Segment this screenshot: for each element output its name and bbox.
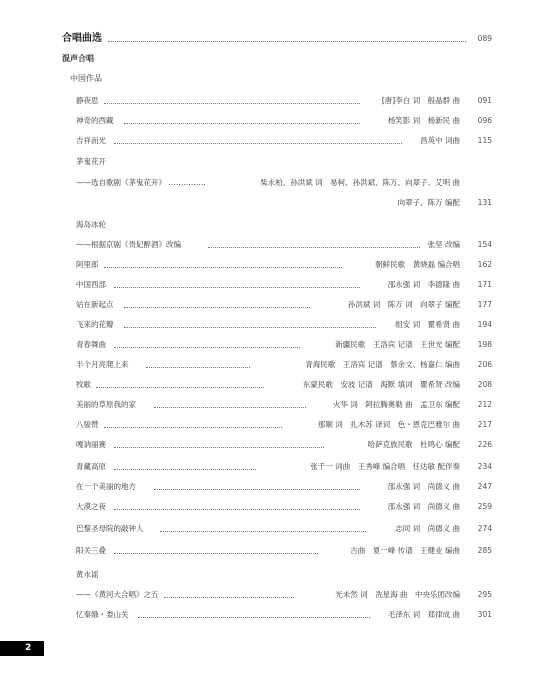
entry-title: 八骏赞 — [76, 420, 99, 429]
page-ref: 162 — [477, 260, 492, 269]
entry-title: 阳关三叠 — [76, 546, 106, 555]
entry-credit: 志同 词 尚德义 曲 — [395, 524, 460, 533]
page-ref: 198 — [477, 340, 492, 349]
category-heading: 混声合唱 — [62, 54, 94, 63]
page-ref: 226 — [477, 440, 492, 449]
dot-leader — [160, 531, 366, 532]
dot-leader — [114, 447, 324, 448]
page-ref: 154 — [477, 240, 492, 249]
entry-title: 半个月亮爬上来 — [76, 360, 129, 369]
toc-entry[interactable] — [0, 278, 542, 292]
page-ref: 206 — [477, 360, 492, 369]
page-ref: 301 — [477, 610, 492, 619]
entry-title: 阿里郎 — [76, 260, 99, 269]
page-number: 2 — [25, 643, 32, 653]
entry-credit: 邵永强 词 尚德义 曲 — [387, 502, 460, 511]
toc-entry[interactable] — [0, 94, 542, 108]
page-number-tab — [0, 641, 44, 656]
toc-entry[interactable] — [0, 588, 542, 602]
page-ref: 259 — [477, 502, 492, 511]
section-title: 合唱曲选 — [62, 33, 102, 44]
toc-entry[interactable] — [0, 258, 542, 272]
entry-credit: [唐]李白 词 般晶群 曲 — [381, 96, 460, 105]
entry-credit: 那顺 词 扎木苏 译词 色・恩克巴雅尔 曲 — [317, 420, 460, 429]
toc-entry[interactable] — [0, 358, 542, 372]
entry-title: 青藏高原 — [76, 462, 106, 471]
toc-entry[interactable] — [0, 398, 542, 412]
toc-entry[interactable] — [0, 134, 542, 148]
toc-entry[interactable] — [0, 196, 542, 210]
toc-entry[interactable] — [0, 460, 542, 474]
entry-credit: 邵永强 词 尚德义 曲 — [387, 482, 460, 491]
dot-leader — [138, 617, 370, 618]
entry-title: 站在新起点 — [76, 300, 114, 309]
entry-title: 海岛冰轮 — [76, 220, 106, 229]
page-ref: 285 — [477, 546, 492, 555]
entry-title: 吉祥而光 — [76, 136, 106, 145]
page-ref: 295 — [477, 590, 492, 599]
entry-credit: 光未然 词 冼星海 曲 中央乐团改编 — [335, 590, 460, 599]
page-ref: 208 — [477, 380, 492, 389]
page-ref: 177 — [477, 300, 492, 309]
entry-credit: 孙洪斌 词 陈万 词 向翠子 编配 — [347, 300, 460, 309]
entry-title: 忆秦娥・娄山关 — [76, 610, 129, 619]
subcategory-heading: 中国作品 — [70, 74, 102, 83]
entry-subtitle: ——选自歌剧《茅鬼花开》 …………… — [76, 178, 206, 187]
page-ref: 096 — [477, 116, 492, 125]
page-ref: 274 — [477, 524, 492, 533]
entry-title: 牧歌 — [76, 380, 91, 389]
entry-credit: 火华 词 阿拉腾奥勒 曲 孟卫东 编配 — [332, 400, 460, 409]
page-ref: 131 — [477, 198, 492, 207]
dot-leader — [208, 247, 420, 248]
dot-leader — [164, 597, 294, 598]
entry-credit: 杨笑影 词 杨新民 曲 — [387, 116, 460, 125]
dot-leader — [154, 489, 360, 490]
entry-title: 茅鬼花开 — [76, 157, 106, 166]
dot-leader — [154, 407, 306, 408]
toc-entry[interactable] — [0, 114, 542, 128]
entry-credit: 朝鲜民歌 黄晓磊 编合唱 — [375, 260, 460, 269]
entry-credit: 毛泽东 词 郑律成 曲 — [387, 610, 460, 619]
entry-credit: 古曲 夏一峰 传谱 王健业 编曲 — [350, 546, 460, 555]
toc-entry[interactable] — [0, 176, 542, 190]
toc-entry[interactable] — [0, 238, 542, 252]
entry-title: 在一个美丽的地方 — [76, 482, 136, 491]
entry-credit: 张千一 词曲 王秀峰 编合唱 任达敏 配伴奏 — [310, 462, 460, 471]
dot-leader — [146, 367, 250, 368]
entry-credit: 哈萨克族民歌 杜鸣心 编配 — [367, 440, 460, 449]
page-ref: 091 — [477, 96, 492, 105]
dot-leader — [108, 41, 466, 42]
dot-leader — [104, 427, 282, 428]
toc-entry[interactable] — [0, 480, 542, 494]
entry-credit: 组安 词 瞿希贤 曲 — [395, 320, 460, 329]
page-ref: 115 — [477, 136, 492, 145]
dot-leader — [114, 347, 300, 348]
dot-leader — [104, 267, 342, 268]
entry-title: 嘎讷丽赛 — [76, 440, 106, 449]
entry-subtitle: ——根据京剧《贵妃醉酒》改编 — [76, 240, 181, 249]
page-ref: 089 — [477, 34, 492, 43]
entry-title: 黄水谣 — [76, 570, 99, 579]
dot-leader — [114, 509, 360, 510]
page-ref: 194 — [477, 320, 492, 329]
dot-leader — [124, 327, 376, 328]
entry-credit: 向翠子、陈万 编配 — [397, 198, 460, 207]
toc-entry[interactable] — [0, 338, 542, 352]
toc-entry[interactable] — [0, 500, 542, 514]
toc-entry[interactable] — [0, 544, 542, 558]
dot-leader — [114, 553, 318, 554]
dot-leader — [114, 469, 256, 470]
entry-credit: 张坚 改编 — [427, 240, 460, 249]
toc-entry[interactable] — [0, 318, 542, 332]
entry-credit: 新疆民歌 王洛宾 记谱 王世光 编配 — [335, 340, 460, 349]
entry-credit: 柴永柏、孙洪斌 词 易柯、孙洪斌、陈万、向翠子、艾明 曲 — [260, 178, 460, 187]
dot-leader — [96, 387, 264, 388]
page-ref: 247 — [477, 482, 492, 491]
dot-leader — [124, 307, 310, 308]
entry-title: 青春舞曲 — [76, 340, 106, 349]
dot-leader — [114, 143, 402, 144]
entry-title: 大漠之夜 — [76, 502, 106, 511]
entry-title: 飞来的花瓣 — [76, 320, 114, 329]
toc-entry[interactable] — [0, 298, 542, 312]
toc-entry[interactable] — [0, 522, 542, 536]
entry-title: 静夜思 — [76, 96, 99, 105]
page-ref: 171 — [477, 280, 492, 289]
toc-entry[interactable] — [0, 438, 542, 452]
toc-entry[interactable] — [0, 418, 542, 432]
entry-title: 巴黎圣母院的敲钟人 — [76, 524, 144, 533]
toc-entry[interactable] — [0, 378, 542, 392]
entry-title: 中国西部 — [76, 280, 106, 289]
entry-credit: 东蒙民歌 安波 记谱 海默 填词 瞿希贤 改编 — [302, 380, 460, 389]
entry-credit: 昌英中 词曲 — [420, 136, 460, 145]
page-ref: 212 — [477, 400, 492, 409]
dot-leader — [104, 103, 360, 104]
dot-leader — [114, 287, 360, 288]
page-ref: 217 — [477, 420, 492, 429]
toc-section-row[interactable] — [0, 32, 542, 46]
entry-title: 美丽的草原我的家 — [76, 400, 136, 409]
page-ref: 234 — [477, 462, 492, 471]
entry-credit: 邵永强 词 李德隆 曲 — [387, 280, 460, 289]
toc-entry[interactable] — [0, 608, 542, 622]
dot-leader — [124, 123, 360, 124]
entry-subtitle: ——《黄河大合唱》之五 — [76, 590, 159, 599]
entry-title: 神奇的西藏 — [76, 116, 114, 125]
entry-credit: 青海民歌 王洛宾 记谱 蔡余文、杨嘉仁 编曲 — [305, 360, 460, 369]
